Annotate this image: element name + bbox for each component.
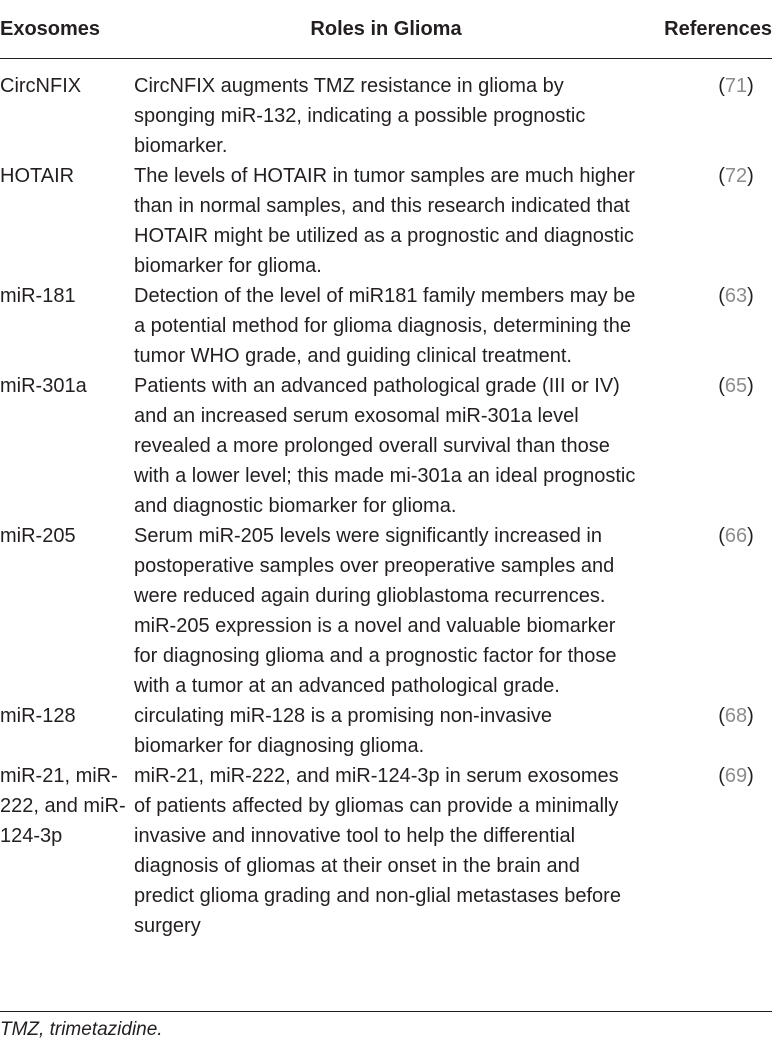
exosome-cell: miR-181 bbox=[0, 285, 76, 307]
reference-cell: (68) bbox=[718, 705, 754, 727]
reference-link[interactable]: 72 bbox=[724, 165, 748, 187]
exosome-cell: miR-205 bbox=[0, 525, 76, 547]
exosome-cell: CircNFIX bbox=[0, 75, 82, 97]
table-row bbox=[0, 701, 772, 761]
table-row bbox=[0, 371, 772, 521]
role-cell: Serum miR-205 levels were significantly increased in postoperative samples over preoperative samples and were reduced again during glioblastoma recurrences. miR-205 expression is a novel and valuable biomarker for diagnosing glioma and a prognostic factor for those with a tumor at an advanced pathological grade. bbox=[134, 525, 617, 697]
reference-cell: (63) bbox=[718, 285, 754, 307]
exosome-cell: miR-301a bbox=[0, 375, 87, 397]
table-row bbox=[0, 161, 772, 281]
reference-cell: (69) bbox=[718, 765, 754, 787]
reference-link[interactable]: 71 bbox=[724, 75, 748, 97]
reference-link[interactable]: 63 bbox=[724, 285, 748, 307]
table-header-row bbox=[0, 0, 772, 59]
role-cell: Patients with an advanced pathological grade (III or IV) and an increased serum exosomal miR-301a level revealed a more prolonged overall survival than those with a lower level; this made mi-301a an ideal prognostic and diagnostic biomarker for glioma. bbox=[134, 375, 636, 517]
exosome-cell: miR-21, miR-222, and miR-124-3p bbox=[0, 765, 126, 847]
header-exosomes: Exosomes bbox=[0, 0, 132, 59]
role-cell: circulating miR-128 is a promising non-invasive biomarker for diagnosing glioma. bbox=[134, 705, 552, 757]
reference-cell: (71) bbox=[718, 75, 754, 97]
role-cell: CircNFIX augments TMZ resistance in glioma by sponging miR-132, indicating a possible prognostic biomarker. bbox=[134, 75, 586, 157]
role-cell: miR-21, miR-222, and miR-124-3p in serum exosomes of patients affected by gliomas can provide a minimally invasive and innovative tool to help the differential diagnosis of gliomas at their onset in the brain and predict glioma grading and non-glial metastases before surgery bbox=[134, 765, 621, 937]
reference-cell: (66) bbox=[718, 525, 754, 547]
table-footnote: TMZ, trimetazidine. bbox=[0, 1019, 163, 1040]
footer-divider bbox=[0, 1011, 772, 1012]
table-row bbox=[0, 521, 772, 701]
role-cell: Detection of the level of miR181 family members may be a potential method for glioma diagnosis, determining the tumor WHO grade, and guiding clinical treatment. bbox=[134, 285, 636, 367]
reference-link[interactable]: 65 bbox=[724, 375, 748, 397]
role-cell: The levels of HOTAIR in tumor samples are much higher than in normal samples, and this research indicated that HOTAIR might be utilized as a prognostic and diagnostic biomarker for glioma. bbox=[134, 165, 635, 277]
reference-link[interactable]: 68 bbox=[724, 705, 748, 727]
table-row bbox=[0, 59, 772, 162]
reference-cell: (65) bbox=[718, 375, 754, 397]
reference-link[interactable]: 66 bbox=[724, 525, 748, 547]
header-roles: Roles in Glioma bbox=[132, 0, 640, 59]
reference-cell: (72) bbox=[718, 165, 754, 187]
exosome-cell: HOTAIR bbox=[0, 165, 75, 187]
exosome-cell: miR-128 bbox=[0, 705, 76, 727]
table-row bbox=[0, 761, 772, 941]
header-references: References bbox=[640, 0, 772, 59]
table-row bbox=[0, 281, 772, 371]
reference-link[interactable]: 69 bbox=[724, 765, 748, 787]
